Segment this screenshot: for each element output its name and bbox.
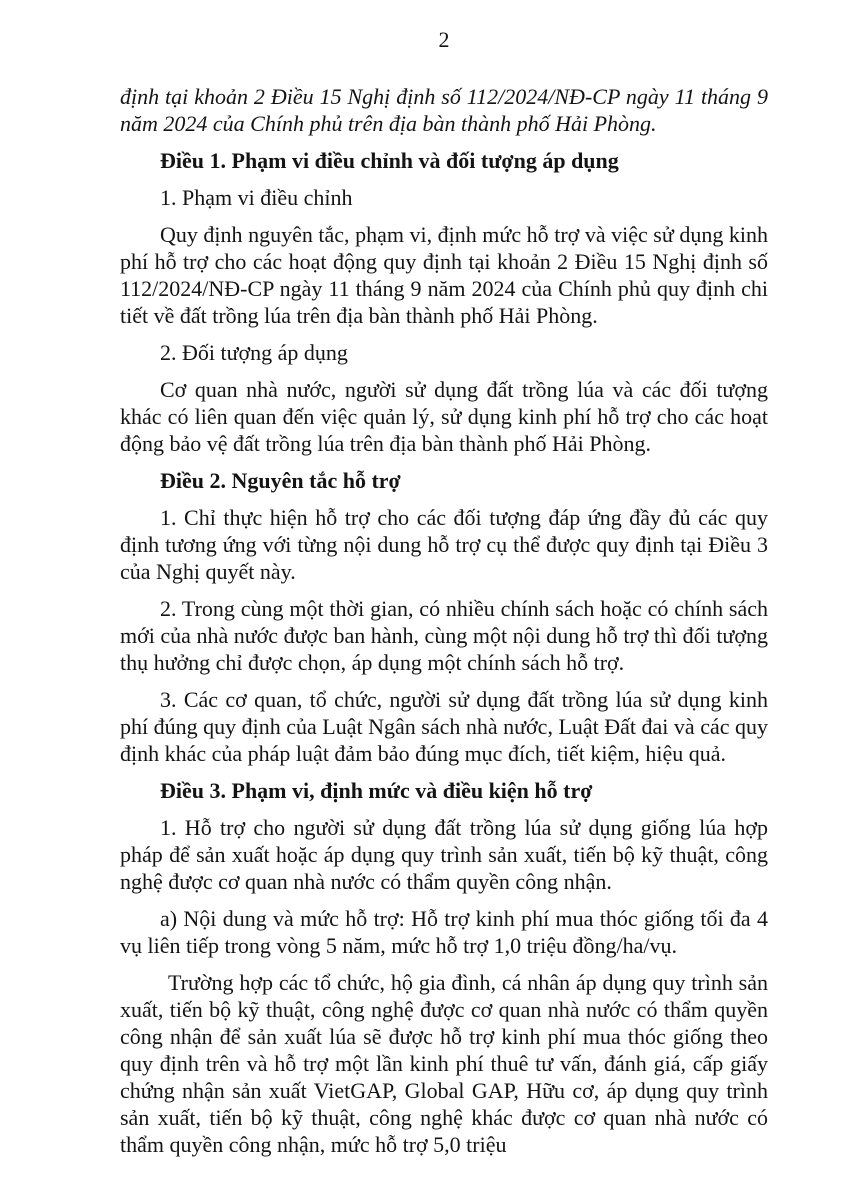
page-number: 2: [438, 27, 450, 52]
clause-3-1-text: 1. Hỗ trợ cho người sử dụng đất trồng lúa sử dụng giống lúa hợp pháp để sản xuất hoặc áp dụng quy trình sản xuất, tiến bộ kỹ thuật, công nghệ được cơ quan nhà nước có thẩm quyền công nhận.: [120, 815, 768, 894]
clause-2-3-text: 3. Các cơ quan, tổ chức, người sử dụng đất trồng lúa sử dụng kinh phí đúng quy định của Luật Ngân sách nhà nước, Luật Đất đai và các quy định khác của pháp luật đảm bảo đúng mục đích, tiết kiệm, hiệu quả.: [120, 687, 768, 766]
article-1-heading: Điều 1. Phạm vi điều chỉnh và đối tượng áp dụng: [160, 148, 619, 173]
clause-1-1-label: 1. Phạm vi điều chỉnh: [160, 185, 353, 210]
clause-1-2-label: 2. Đối tượng áp dụng: [160, 340, 348, 365]
clause-2-2-text: 2. Trong cùng một thời gian, có nhiều chính sách hoặc có chính sách mới của nhà nước được ban hành, cùng một nội dung hỗ trợ thì đối tượng thụ hưởng chỉ được chọn, áp dụng một chính sách hỗ trợ.: [120, 596, 768, 675]
article-3-heading: Điều 3. Phạm vi, định mức và điều kiện hỗ trợ: [160, 778, 593, 803]
clause-1-2-text: Cơ quan nhà nước, người sử dụng đất trồng lúa và các đối tượng khác có liên quan đến việc quản lý, sử dụng kinh phí hỗ trợ cho các hoạt động bảo vệ đất trồng lúa trên địa bàn thành phố Hải Phòng.: [120, 377, 768, 456]
clause-2-1-text: 1. Chỉ thực hiện hỗ trợ cho các đối tượng đáp ứng đầy đủ các quy định tương ứng với từng nội dung hỗ trợ cụ thể được quy định tại Điều 3 của Nghị quyết này.: [120, 505, 768, 584]
clause-1-1-text: Quy định nguyên tắc, phạm vi, định mức hỗ trợ và việc sử dụng kinh phí hỗ trợ cho các hoạt động quy định tại khoản 2 Điều 15 Nghị định số 112/2024/NĐ-CP ngày 11 tháng 9 năm 2024 của Chính phủ quy định chi tiết về đất trồng lúa trên địa bàn thành phố Hải Phòng.: [120, 222, 768, 328]
clause-3-1a-text: a) Nội dung và mức hỗ trợ: Hỗ trợ kinh phí mua thóc giống tối đa 4 vụ liên tiếp trong vòng 5 năm, mức hỗ trợ 1,0 triệu đồng/ha/vụ.: [120, 906, 768, 958]
clause-3-1a-continued-text: Trường hợp các tổ chức, hộ gia đình, cá nhân áp dụng quy trình sản xuất, tiến bộ kỹ thuật, công nghệ được cơ quan nhà nước có thẩm quyền công nhận để sản xuất lúa sẽ được hỗ trợ kinh phí mua thóc giống theo quy định trên và hỗ trợ một lần kinh phí thuê tư vấn, đánh giá, cấp giấy chứng nhận sản xuất VietGAP, Global GAP, Hữu cơ, áp dụng quy trình sản xuất, tiến bộ kỹ thuật, công nghệ khác được cơ quan nhà nước có thẩm quyền công nhận, mức hỗ trợ 5,0 triệu: [120, 970, 768, 1157]
article-2-heading: Điều 2. Nguyên tắc hỗ trợ: [160, 468, 401, 493]
document-body: [120, 83, 768, 1158]
continuation-paragraph: định tại khoản 2 Điều 15 Nghị định số 112/2024/NĐ-CP ngày 11 tháng 9 năm 2024 của Chính phủ trên địa bàn thành phố Hải Phòng.: [120, 84, 768, 136]
